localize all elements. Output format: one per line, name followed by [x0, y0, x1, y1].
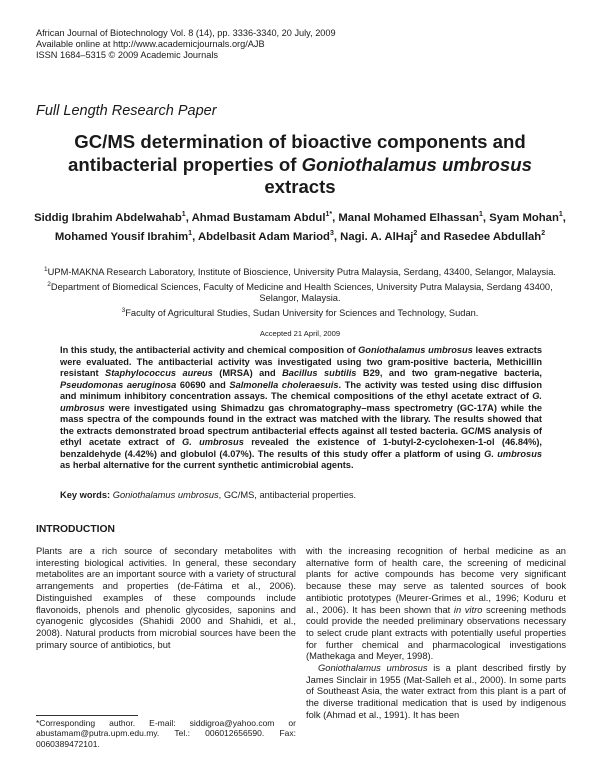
author-separator: , [333, 230, 341, 243]
author-affiliation-mark: 2 [541, 229, 546, 237]
abstract-species: Pseudomonas aeruginosa [60, 379, 177, 390]
right-column [306, 546, 566, 722]
author-name: Rasedee Abdullah [443, 230, 542, 243]
author-name: Syam Mohan [489, 211, 559, 224]
author-affiliation-mark: 1 [558, 211, 563, 218]
paper-type: Full Length Research Paper [36, 103, 217, 119]
affiliation-number: 1 [44, 266, 48, 273]
title-part2: extracts [264, 176, 336, 197]
author-affiliation-mark: 1* [325, 211, 333, 218]
affiliation-text: UPM-MAKNA Research Laboratory, Institute of Bioscience, University Putra Malaysia, Serdang, 43400, Selangor, Malaysia. [47, 267, 556, 278]
keywords-label: Key words: [60, 490, 111, 500]
author-affiliation-mark: 2 [413, 229, 418, 237]
journal-citation: African Journal of Biotechnology Vol. 8 (14), pp. 3336-3340, 20 July, 2009 [36, 28, 336, 38]
intro-paragraph-1: Plants are a rich source of secondary metabolites with interesting biological activities. In general, these secondary metabolites are an important source with a variety of structural arrangements and properties (de-Fátima et al., 2006). Distinguished examples of these compounds include flavonoids, phenols and phenolic glycosides, saponins and cyanogenic glycosides (Shahidi 2000 and Shahidi, et al., 2008). Natural products from microbial sources have been the primary source of antibiotics, but [36, 546, 296, 650]
accepted-date: Accepted 21 April, 2009 [259, 329, 341, 338]
affiliation-number: 3 [121, 306, 126, 314]
abstract-text: were investigated using Shimadzu gas chromatography–mass spectrometry (GC-17A) while the mass spectra of the compounds found in the extract was matched with the library. The results showed that the extracts demonstrated broad spectrum antibacterial effects against all tested bacteria. GC/MS analysis of ethyl acetate extract of [60, 402, 542, 448]
author-affiliation-mark: 1 [181, 211, 186, 218]
author-affiliation-mark: 3 [329, 229, 334, 237]
author-separator: , [192, 230, 198, 243]
abstract-text: 60690 and [176, 379, 230, 390]
footnote-divider [36, 715, 138, 716]
journal-header [36, 28, 336, 62]
author-list [34, 207, 566, 245]
corresponding-author-footnote: *Corresponding author. E-mail: siddigroa@yahoo.com or abustamam@putra.upm.edu.my. Tel.: 006012656590. Fax: 0060389472101. [36, 718, 296, 749]
author-separator: , [482, 211, 490, 224]
abstract-species: G. umbrosus [484, 448, 542, 459]
title-part1: GC/MS determination of bioactive components and antibacterial properties of [68, 131, 526, 175]
intro-paragraph-1-cont: with the increasing recognition of herbal medicine as an alternative form of health care, the screening of medicinal plants for active compounds has become very significant because these may serve as talented sources of book antibiotic prototypes (Meurer-Grimes et al., 1996; Koduru et al., 2006). It has been shown that [306, 546, 566, 615]
author-name: Manal Mohamed Elhassan [338, 211, 479, 224]
title-species: Goniothalamus umbrosus [301, 153, 532, 175]
author-separator: and [417, 230, 444, 243]
abstract-species: Bacillus subtilis [282, 368, 357, 379]
affiliation [40, 305, 560, 320]
author-separator: , [185, 211, 192, 224]
author-separator: , [332, 211, 339, 224]
abstract-text: . The activity was tested using disc diffusion and minimum inhibitory concentration assays. The chemical compositions of the ethyl acetate extract of [60, 379, 542, 402]
author-name: Ahmad Bustamam Abdul [191, 211, 326, 224]
author-name: Nagi. A. AlHaj [340, 230, 414, 243]
abstract-species: G. umbrosus [182, 437, 244, 448]
journal-availability: Available online at http://www.academicjournals.org/AJB [36, 39, 265, 50]
paper-title [40, 131, 560, 199]
abstract-text: revealed the existence of 1-butyl-2-cyclohexen-1-ol (46.84%), benzaldehyde (4.42%) and globulol (4.07%). The results of this study offer a platform of using [60, 437, 542, 459]
keywords-rest: , GC/MS, antibacterial properties. [218, 490, 357, 500]
abstract-text: leaves extracts were evaluated. The antibacterial activity was investigated using two gram-positive bacteria, Methicillin resistant [60, 345, 542, 379]
affiliation-number: 2 [47, 280, 51, 288]
abstract-text: (MRSA) and [212, 368, 283, 379]
author-affiliation-mark: 1 [479, 211, 483, 218]
abstract-species: Goniothalamus umbrosus [358, 345, 473, 355]
abstract-text: as herbal alternative for the current synthetic antimicrobial agents. [60, 460, 354, 471]
author-name: Siddig Ibrahim Abdelwahab [34, 211, 182, 224]
affiliation [40, 279, 560, 305]
author-name: Mohamed Yousif Ibrahim [54, 230, 189, 243]
author-separator: , [562, 211, 566, 224]
section-heading-introduction: INTRODUCTION [36, 524, 115, 535]
keywords [60, 490, 542, 500]
affiliation [40, 264, 560, 279]
abstract-species: Salmonella choleraesuis [229, 379, 339, 390]
intro-italic: in vitro [453, 604, 483, 615]
author-affiliation-mark: 1 [188, 229, 193, 237]
left-column [36, 546, 296, 651]
keywords-species: Goniothalamus umbrosus [112, 490, 219, 500]
intro-paragraph-1-cont-b: screening methods could provide the needed preliminary observations necessary to select crude plant extracts with potentially useful properties for further chemical and pharmacological investigations (Mathekaga and Meyer, 1998). [306, 604, 566, 662]
affiliation-list [40, 264, 560, 320]
abstract-text: In this study, the antibacterial activity and chemical composition of [60, 345, 359, 355]
affiliation-text: Faculty of Agricultural Studies, Sudan University for Sciences and Technology, Sudan. [125, 308, 479, 319]
abstract-species: G. umbrosus [60, 391, 542, 413]
abstract-text: B29, and two gram-negative bacteria, [356, 368, 542, 379]
intro-paragraph-2-species: Goniothalamus umbrosus [318, 663, 428, 674]
abstract [60, 345, 542, 472]
intro-paragraph-2 [306, 663, 566, 722]
intro-paragraph-2-text: is a plant described firstly by James Sinclair in 1955 (Mat-Salleh et al., 2000). In some parts of Southeast Asia, the water extract from this plant is a part of the diverse traditional medication that is used by indigenous folk (Ahmad et al., 1991). It has been [306, 663, 567, 720]
affiliation-text: Department of Biomedical Sciences, Faculty of Medicine and Health Sciences, University Putra Malaysia, Serdang 43400, Selangor, Malaysia. [50, 281, 553, 304]
journal-issn: ISSN 1684–5315 © 2009 Academic Journals [36, 50, 218, 61]
abstract-species: Staphylococcus aureus [105, 368, 213, 379]
author-name: Abdelbasit Adam Mariod [197, 230, 330, 243]
